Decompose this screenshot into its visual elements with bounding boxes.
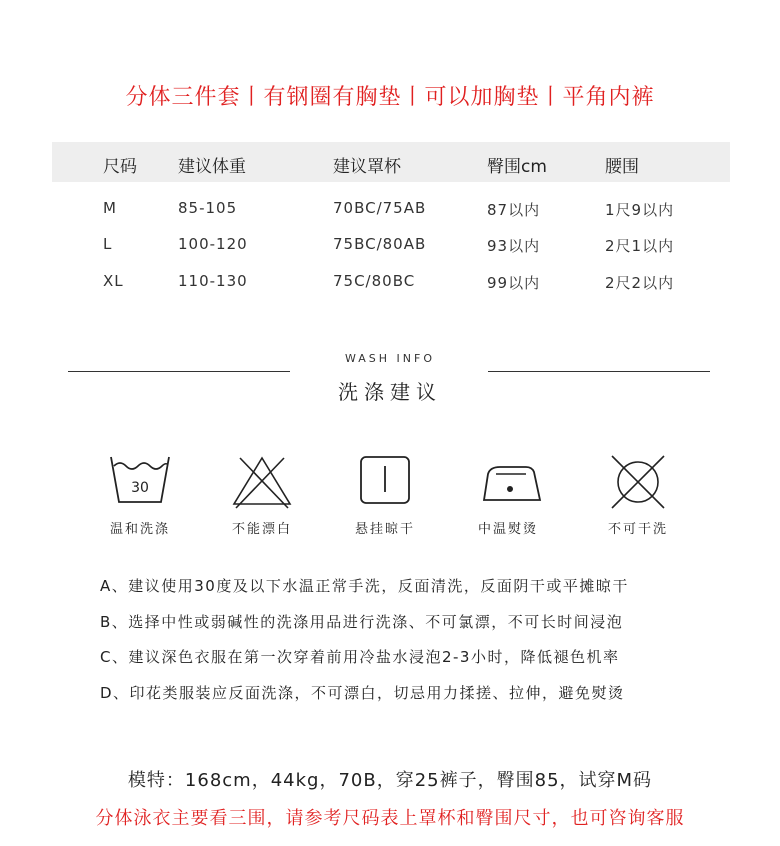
divider-left	[68, 371, 290, 372]
icon-label-iron-medium: 中温熨烫	[477, 522, 538, 537]
advice-line-d: D、印花类服装应反面洗涤，不可漂白，切忌用力揉搓、拉伸，避免熨烫	[100, 684, 625, 702]
icon-label-gentle-wash: 温和洗涤	[109, 522, 170, 537]
wash-info-title-cn: 洗涤建议	[338, 380, 442, 404]
cell-waist: 1尺9以内	[605, 201, 675, 219]
hang-dry-icon	[358, 452, 418, 512]
cell-hip: 87以内	[487, 201, 541, 219]
cell-hip: 99以内	[487, 274, 541, 292]
cell-waist: 2尺1以内	[605, 237, 675, 255]
model-info: 模特：168cm，44kg，70B，穿25裤子，臀围85，试穿M码	[127, 770, 653, 791]
cell-cup: 75C/80BC	[333, 272, 416, 290]
header-waist: 腰围	[605, 157, 639, 177]
wash-info-title-en: WASH INFO	[344, 352, 435, 365]
divider-right	[488, 371, 710, 372]
cell-cup: 70BC/75AB	[333, 199, 427, 217]
icon-label-no-bleach: 不能漂白	[231, 522, 292, 537]
wash-30-icon	[110, 452, 170, 512]
cell-weight: 110-130	[178, 272, 248, 290]
header-weight: 建议体重	[178, 157, 246, 177]
cell-size: XL	[103, 272, 124, 290]
iron-medium-icon	[482, 452, 542, 512]
header-cup: 建议罩杯	[333, 157, 401, 177]
advice-line-a: A、建议使用30度及以下水温正常手洗，反面清洗，反面阴干或平摊晾干	[100, 577, 629, 595]
cell-size: M	[103, 199, 117, 217]
header-size: 尺码	[103, 157, 137, 177]
advice-line-c: C、建议深色衣服在第一次穿着前用冷盐水浸泡2-3小时，降低褪色机率	[100, 648, 620, 666]
size-advice-footnote: 分体泳衣主要看三围，请参考尺码表上罩杯和臀围尺寸，也可咨询客服	[95, 808, 685, 829]
wash-temp-label: 30	[131, 480, 149, 496]
advice-line-b: B、选择中性或弱碱性的洗涤用品进行洗涤、不可氯漂，不可长时间浸泡	[100, 613, 624, 631]
cell-weight: 85-105	[178, 199, 238, 217]
no-bleach-icon	[232, 452, 292, 512]
cell-cup: 75BC/80AB	[333, 235, 427, 253]
header-hip: 臀围cm	[487, 157, 547, 177]
no-dry-clean-icon	[608, 452, 668, 512]
cell-waist: 2尺2以内	[605, 274, 675, 292]
icon-label-no-dry-clean: 不可干洗	[607, 522, 668, 537]
cell-hip: 93以内	[487, 237, 541, 255]
cell-size: L	[103, 235, 113, 253]
product-headline: 分体三件套丨有钢圈有胸垫丨可以加胸垫丨平角内裤	[125, 85, 655, 110]
icon-label-hang-dry: 悬挂晾干	[354, 522, 415, 537]
cell-weight: 100-120	[178, 235, 248, 253]
